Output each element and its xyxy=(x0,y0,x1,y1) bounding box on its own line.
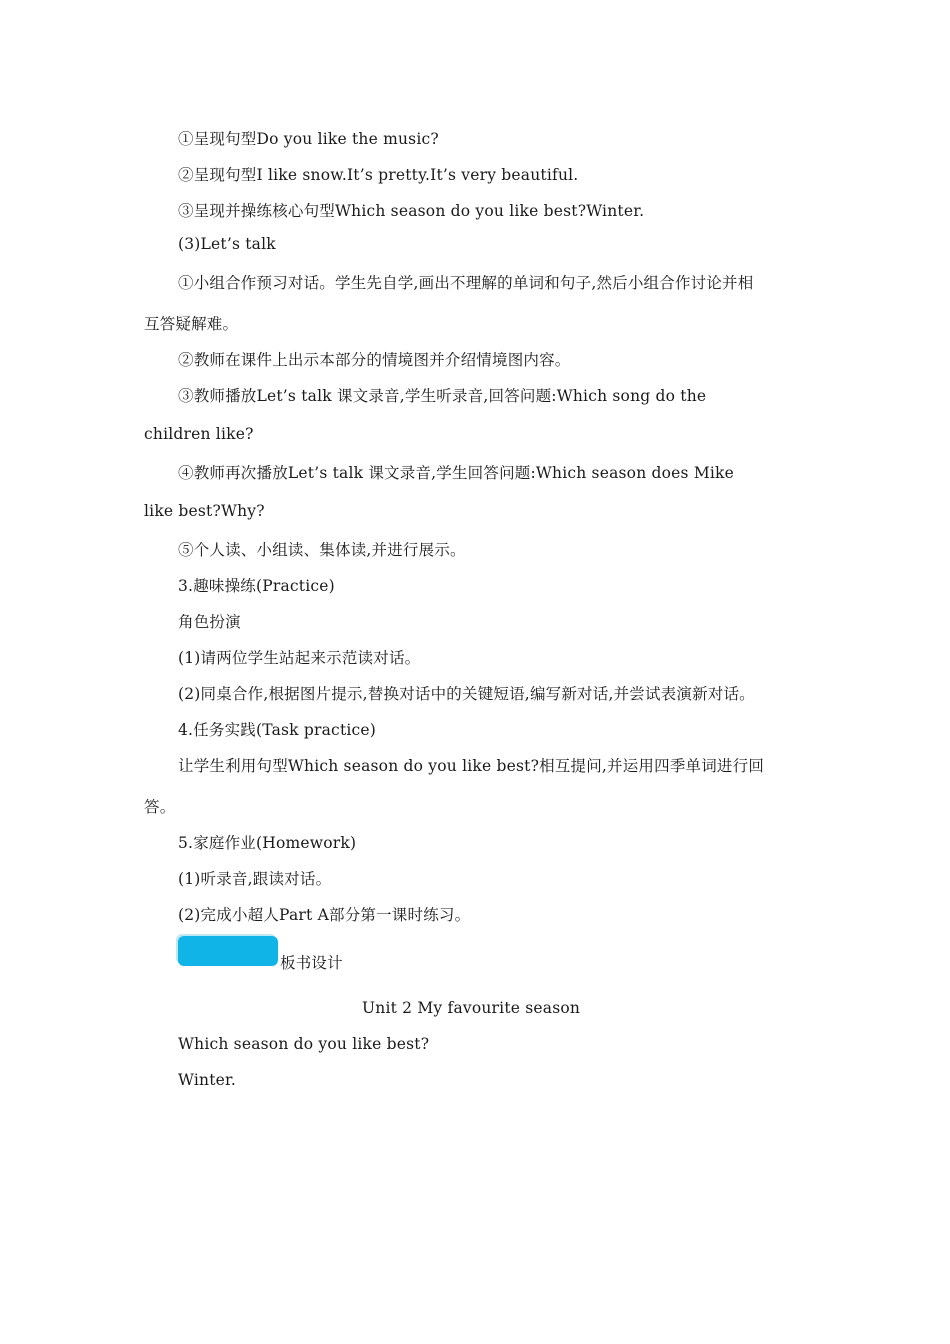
board-design-heading: 板书设计 xyxy=(280,954,343,972)
text-line: ①呈现句型Do you like the music? xyxy=(178,130,439,148)
text-line: (1)请两位学生站起来示范读对话。 xyxy=(178,649,421,667)
text-line: ①小组合作预习对话。学生先自学,画出不理解的单词和句子,然后小组合作讨论并相 xyxy=(178,274,754,292)
text-line: 角色扮演 xyxy=(178,613,241,631)
text-line: (2)同桌合作,根据图片提示,替换对话中的关键短语,编写新对话,并尝试表演新对话。 xyxy=(178,685,755,703)
text-line: children like? xyxy=(144,425,254,443)
text-line: 让学生利用句型Which season do you like best?相互提问,并运用四季单词进行回 xyxy=(178,757,765,775)
text-line: ③呈现并操练核心句型Which season do you like best?Winter. xyxy=(178,202,645,220)
text-line: ③教师播放Let’s talk 课文录音,学生听录音,回答问题:Which song do the xyxy=(178,387,707,405)
section-heading: 3.趣味操练(Practice) xyxy=(178,577,335,595)
section-heading: 4.任务实践(Task practice) xyxy=(178,721,377,739)
board-answer: Winter. xyxy=(178,1071,237,1089)
board-title: Unit 2 My favourite season xyxy=(362,999,581,1017)
text-line: (3)Let’s talk xyxy=(178,235,276,253)
text-line: (2)完成小超人Part A部分第一课时练习。 xyxy=(178,906,471,924)
text-line: ⑤个人读、小组读、集体读,并进行展示。 xyxy=(178,541,466,559)
text-line: 互答疑解难。 xyxy=(144,315,239,333)
text-line: (1)听录音,跟读对话。 xyxy=(178,870,332,888)
text-line: 答。 xyxy=(144,798,176,816)
text-line: ②教师在课件上出示本部分的情境图并介绍情境图内容。 xyxy=(178,351,571,369)
board-question: Which season do you like best? xyxy=(178,1035,430,1053)
text-line: ④教师再次播放Let’s talk 课文录音,学生回答问题:Which season does Mike xyxy=(178,464,735,482)
text-line: ②呈现句型I like snow.It’s pretty.It’s very beautiful. xyxy=(178,166,579,184)
section-heading: 5.家庭作业(Homework) xyxy=(178,834,357,852)
text-line: like best?Why? xyxy=(144,502,265,520)
section-badge xyxy=(178,936,278,966)
